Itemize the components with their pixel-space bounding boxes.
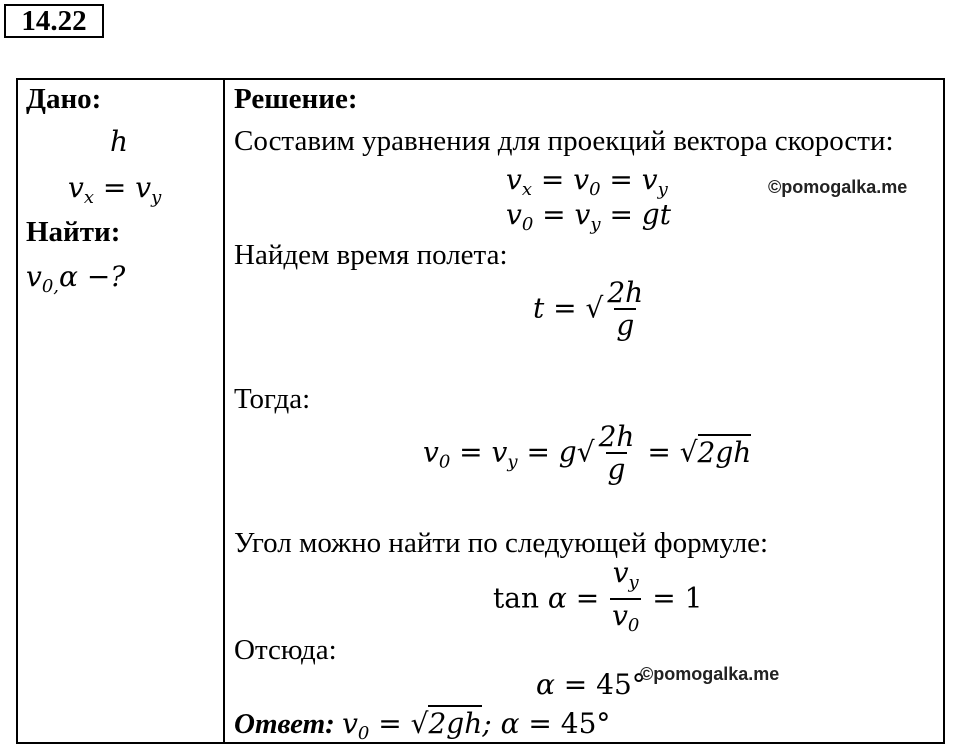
watermark-1: ©pomogalka.me bbox=[768, 177, 908, 197]
problem-number: 14.22 bbox=[4, 4, 104, 38]
watermark-2: ©pomogalka.me bbox=[640, 664, 780, 684]
answer-line: Ответ: $v_0 = √2gh$; α = 45° bbox=[234, 707, 611, 744]
answer-label: Ответ: bbox=[234, 708, 335, 740]
solution-table bbox=[16, 78, 945, 744]
solution-text-1: Составим уравнения для проекций вектора скорости: bbox=[234, 125, 894, 157]
equation-time: t = √ $\frac{2h}{g}$ bbox=[533, 276, 644, 342]
given-velocity-equality: $v_x = v_y$ bbox=[68, 171, 162, 208]
solution-text-3: Тогда: bbox=[234, 383, 311, 415]
equation-initial-velocity: $v_0 = v_y = g√$ $\frac{2h}{g}$ = √2gh bbox=[423, 420, 752, 486]
solution-text-5: Отсюда: bbox=[234, 634, 337, 666]
given-height: h bbox=[110, 125, 129, 158]
column-divider bbox=[223, 80, 225, 742]
solution-heading: Решение: bbox=[234, 83, 358, 115]
equation-projection-2: $v_0 = v_y$ = gt bbox=[506, 198, 671, 235]
solution-text-2: Найдем время полета: bbox=[234, 239, 508, 271]
find-unknowns: $v_{0,}\alpha$ −? bbox=[26, 260, 126, 297]
given-heading: Дано: bbox=[26, 83, 102, 115]
find-heading: Найти: bbox=[26, 216, 121, 248]
equation-angle: α = 45° bbox=[536, 668, 646, 701]
solution-text-4: Угол можно найти по следующей формуле: bbox=[234, 527, 769, 559]
equation-projection-1: $v_x = v_0 = v_y$ bbox=[506, 163, 668, 200]
equation-tangent: tan α = $\frac{v_y}{v_0}$ = 1 bbox=[493, 558, 702, 642]
